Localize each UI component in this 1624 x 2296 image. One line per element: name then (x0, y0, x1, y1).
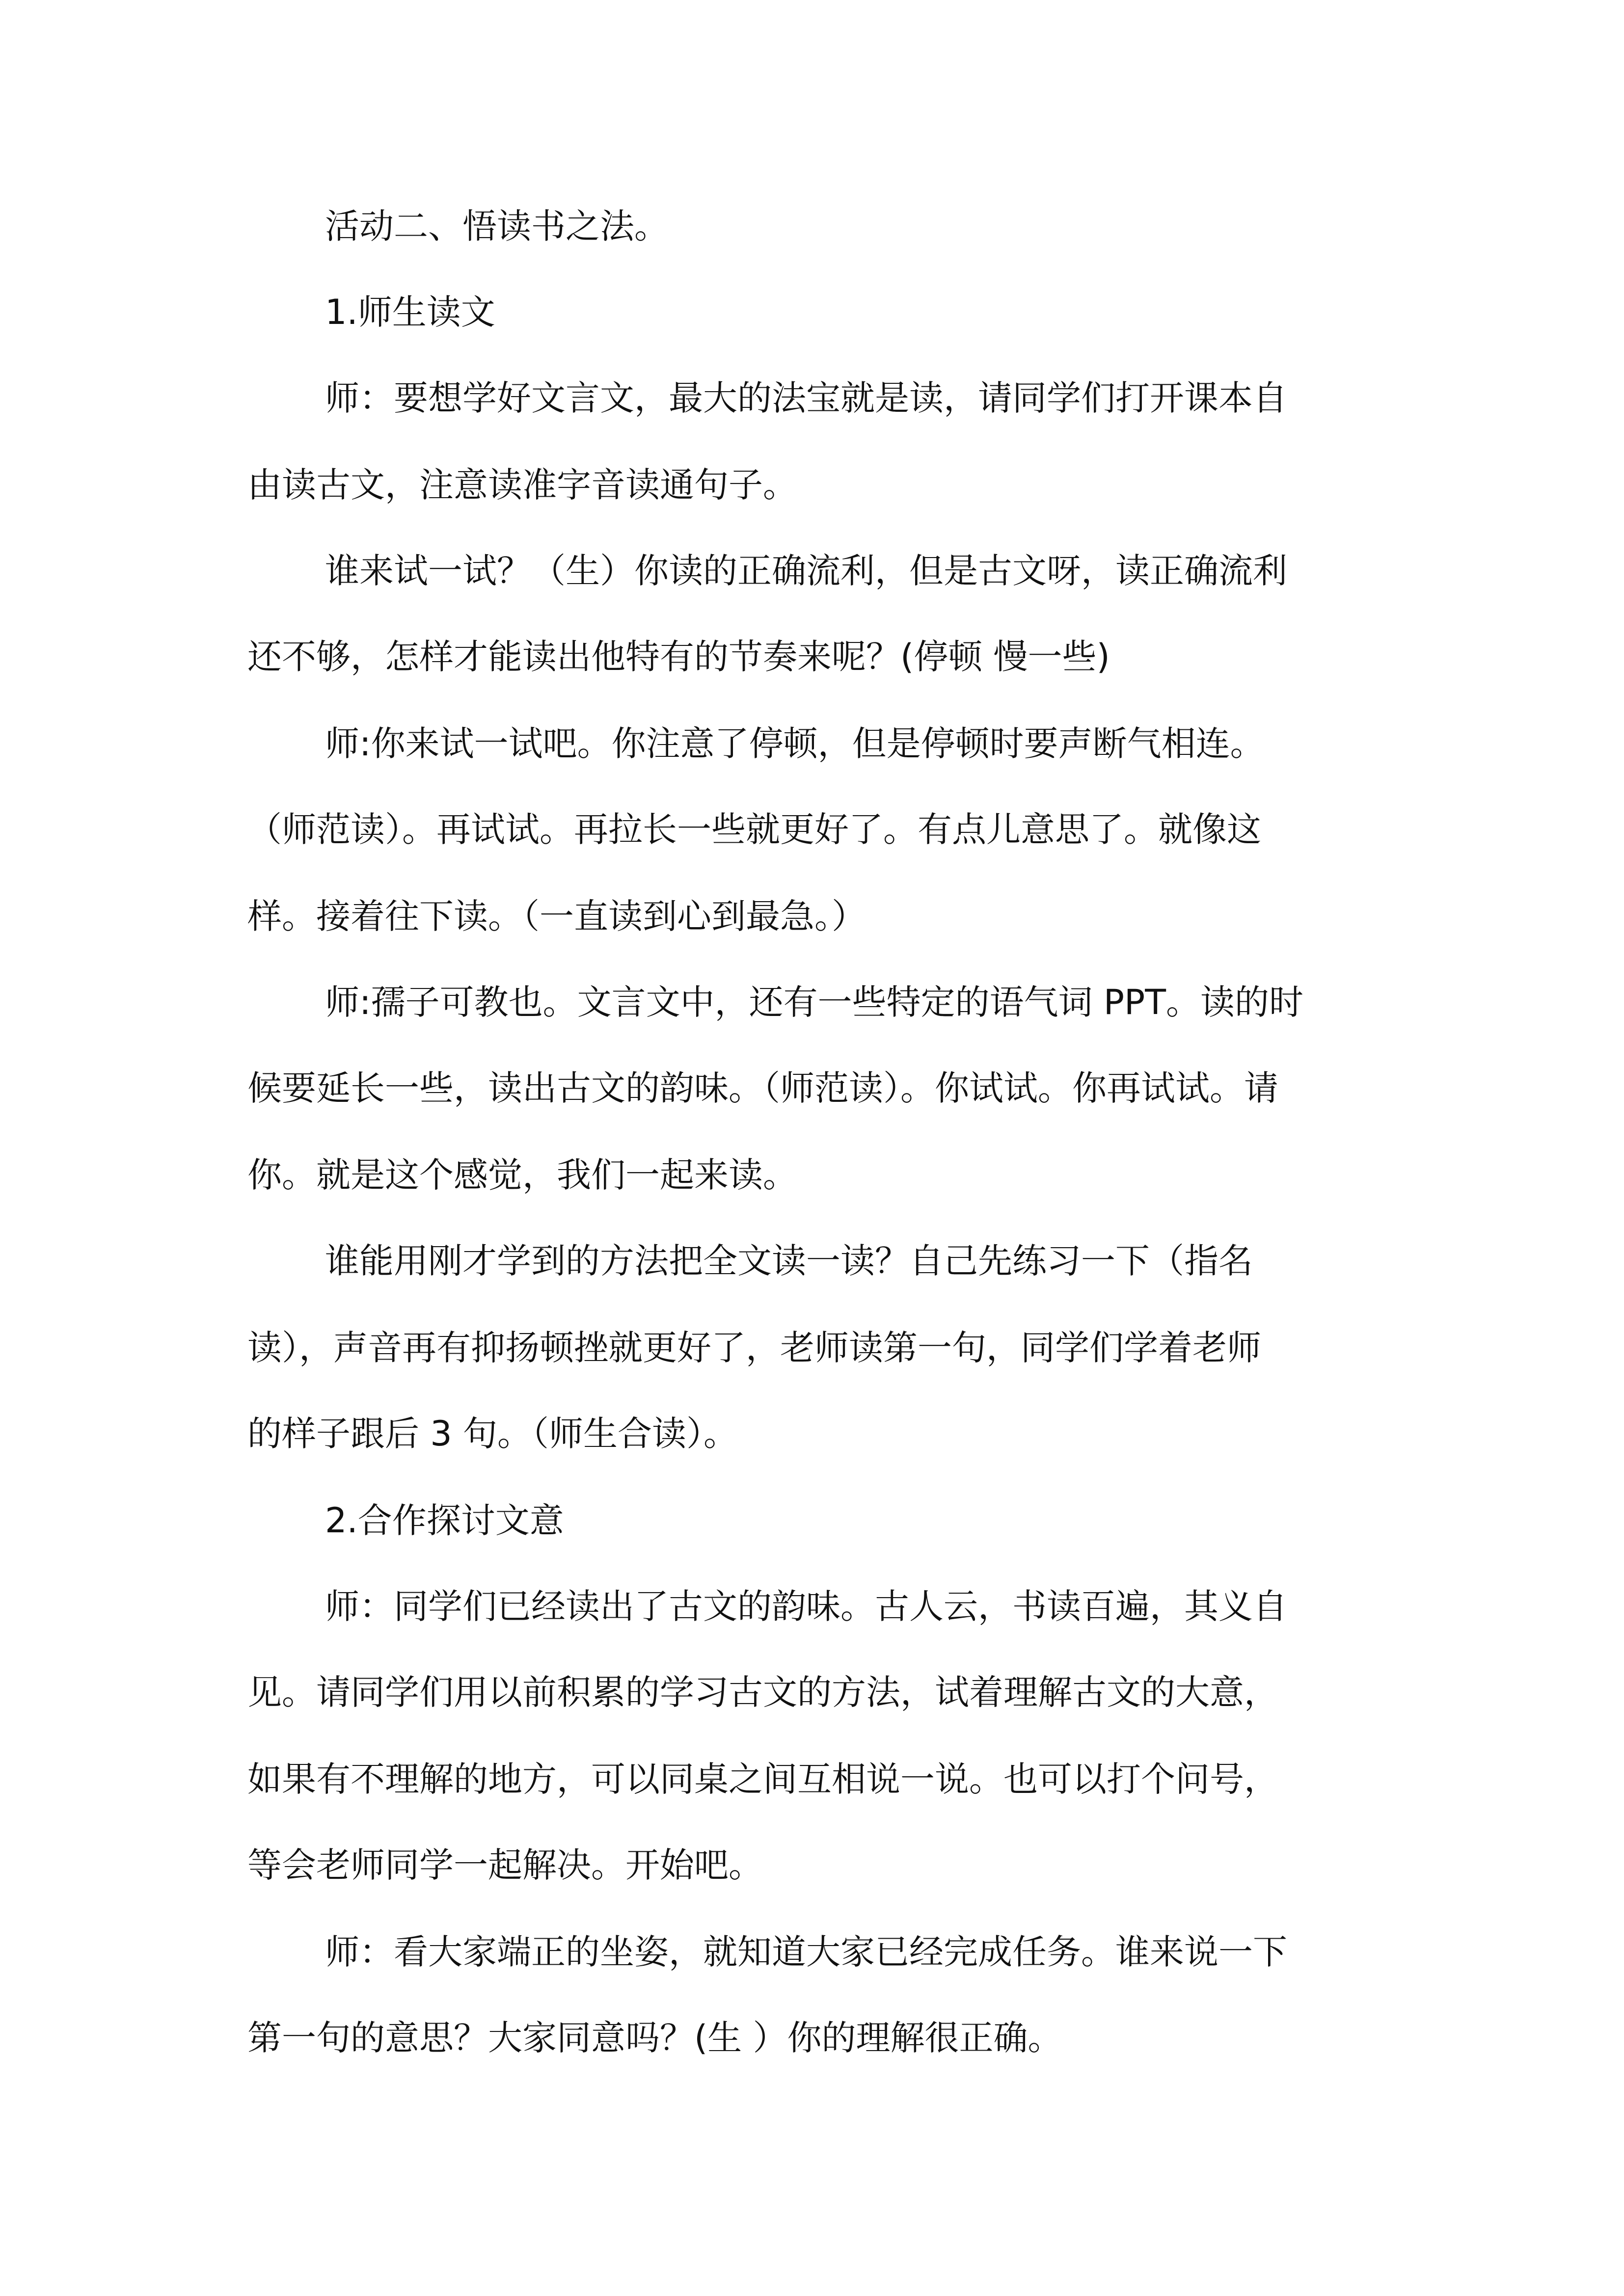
paragraph-line: 候要延长一些，读出古文的韵味。（师范读）。你试试。你再试试。请 (247, 1068, 1278, 1108)
section-heading-2: 2.合作探讨文意 (325, 1500, 564, 1541)
paragraph-line: 由读古文，注意读准字音读通句子。 (247, 465, 797, 505)
paragraph-line: 师：看大家端正的坐姿，就知道大家已经完成任务。谁来说一下 (325, 1932, 1287, 1972)
paragraph-line: （师范读）。再试试。再拉长一些就更好了。有点儿意思了。就像这 (247, 809, 1261, 850)
paragraph-line: 还不够，怎样才能读出他特有的节奏来呢？(停顿 慢一些) (247, 637, 1110, 677)
paragraph-line: 师：要想学好文言文，最大的法宝就是读，请同学们打开课本自 (325, 378, 1287, 418)
paragraph-line: 谁能用刚才学到的方法把全文读一读？自己先练习一下（指名 (325, 1241, 1253, 1281)
section-heading-1: 1.师生读文 (325, 292, 495, 332)
paragraph-line: 的样子跟后 3 句。（师生合读）。 (247, 1414, 738, 1454)
paragraph-line: 师:你来试一试吧。你注意了停顿，但是停顿时要声断气相连。 (325, 723, 1265, 764)
activity-heading: 活动二、悟读书之法。 (325, 206, 669, 246)
paragraph-line: 谁来试一试？（生）你读的正确流利，但是古文呀，读正确流利 (325, 551, 1287, 591)
paragraph-line: 你。就是这个感觉，我们一起来读。 (247, 1155, 797, 1195)
paragraph-line: 读），声音再有抑扬顿挫就更好了，老师读第一句，同学们学着老师 (247, 1328, 1261, 1368)
paragraph-line: 见。请同学们用以前积累的学习古文的方法，试着理解古文的大意， (247, 1672, 1278, 1712)
paragraph-line: 样。接着往下读。（一直读到心到最急。） (247, 896, 866, 936)
paragraph-line: 等会老师同学一起解决。开始吧。 (247, 1845, 763, 1885)
paragraph-line: 第一句的意思？大家同意吗？(生 ）你的理解很正确。 (247, 2018, 1062, 2058)
paragraph-line: 如果有不理解的地方，可以同桌之间互相说一说。也可以打个问号， (247, 1759, 1278, 1799)
paragraph-line: 师:孺子可教也。文言文中，还有一些特定的语气词 PPT。读的时 (325, 982, 1304, 1022)
paragraph-line: 师：同学们已经读出了古文的韵味。古人云，书读百遍，其义自 (325, 1586, 1287, 1627)
